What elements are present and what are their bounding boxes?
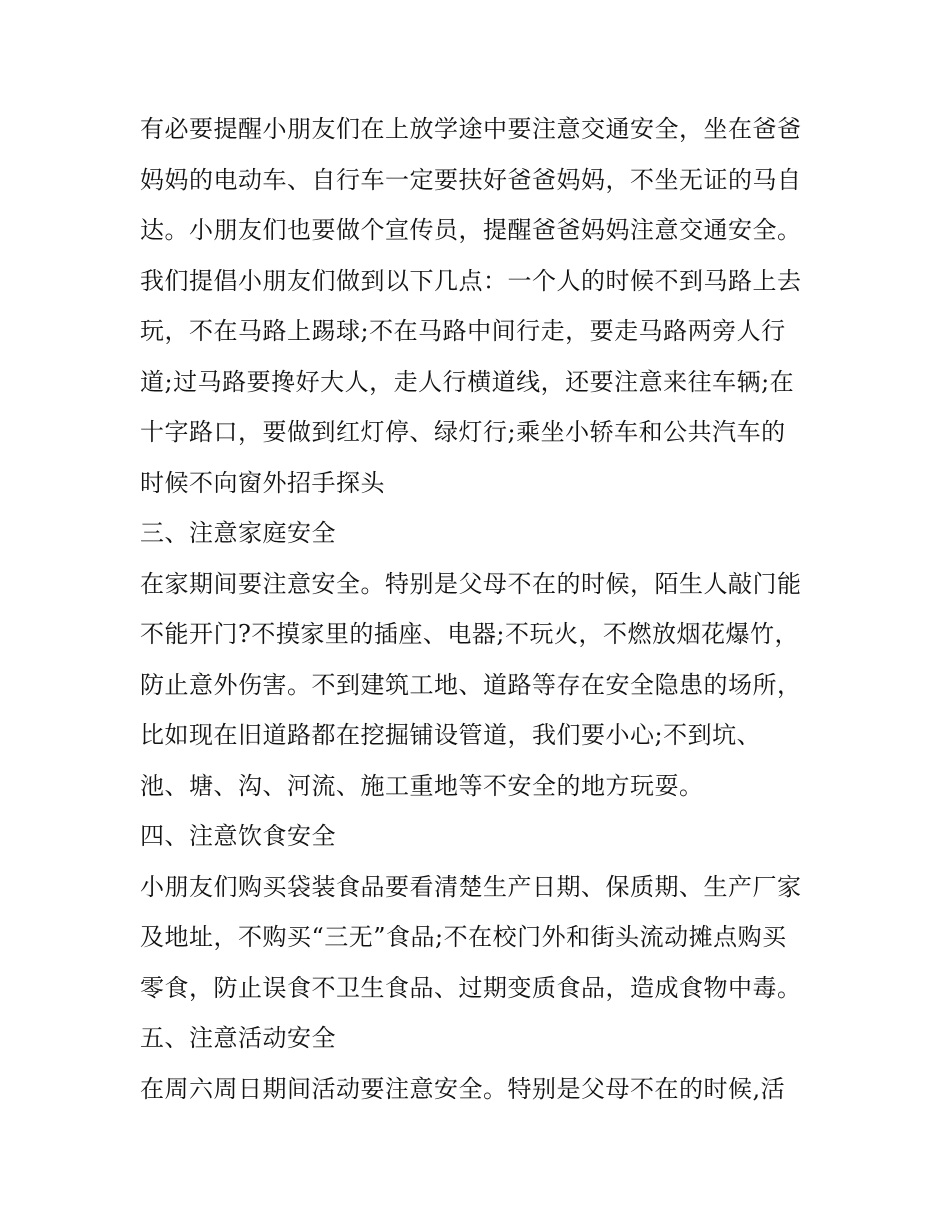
- document-body: [140, 104, 820, 1114]
- text-line: 在家期间要注意安全。特别是父母不在的时候，陌生人敲门能: [140, 569, 802, 598]
- text-line: 在周六周日期间活动要注意安全。特别是父母不在的时候,活: [140, 1074, 786, 1103]
- section-heading-food-safety: 四、注意饮食安全: [140, 822, 336, 850]
- text-line: 有必要提醒小朋友们在上放学途中要注意交通安全，坐在爸爸: [140, 115, 802, 143]
- text-line: 池、塘、沟、河流、施工重地等不安全的地方玩耍。: [140, 771, 704, 800]
- text-line: 时候不向窗外招手探头: [140, 468, 385, 497]
- text-line: 道;过马路要搀好大人，走人行横道线，还要注意来往车辆;在: [140, 367, 795, 396]
- text-line: 妈妈的电动车、自行车一定要扶好爸爸妈妈，不坐无证的马自: [140, 165, 802, 194]
- section-heading-activity-safety: 五、注意活动安全: [140, 1024, 336, 1052]
- text-line: 零食，防止误食不卫生食品、过期变质食品，造成食物中毒。: [140, 973, 802, 1002]
- text-line: 不能开门?不摸家里的插座、电器;不玩火，不燃放烟花爆竹，: [140, 620, 799, 648]
- text-line: 小朋友们购买袋装食品要看清楚生产日期、保质期、生产厂家: [140, 872, 802, 901]
- text-line: 达。小朋友们也要做个宣传员，提醒爸爸妈妈注意交通安全。: [140, 216, 802, 244]
- text-line: 十字路口，要做到红灯停、绿灯行;乘坐小轿车和公共汽车的: [140, 418, 786, 446]
- text-line: 玩，不在马路上踢球;不在马路中间行走，要走马路两旁人行: [140, 317, 786, 345]
- section-heading-home-safety: 三、注意家庭安全: [140, 519, 336, 547]
- text-line: 我们提倡小朋友们做到以下几点：一个人的时候不到马路上去: [140, 266, 802, 295]
- text-line: 比如现在旧道路都在挖掘铺设管道，我们要小心;不到坑、: [140, 721, 762, 749]
- text-line: 及地址，不购买“三无”食品;不在校门外和街头流动摊点购买: [140, 923, 787, 951]
- text-line: 防止意外伤害。不到建筑工地、道路等存在安全隐患的场所，: [140, 670, 802, 699]
